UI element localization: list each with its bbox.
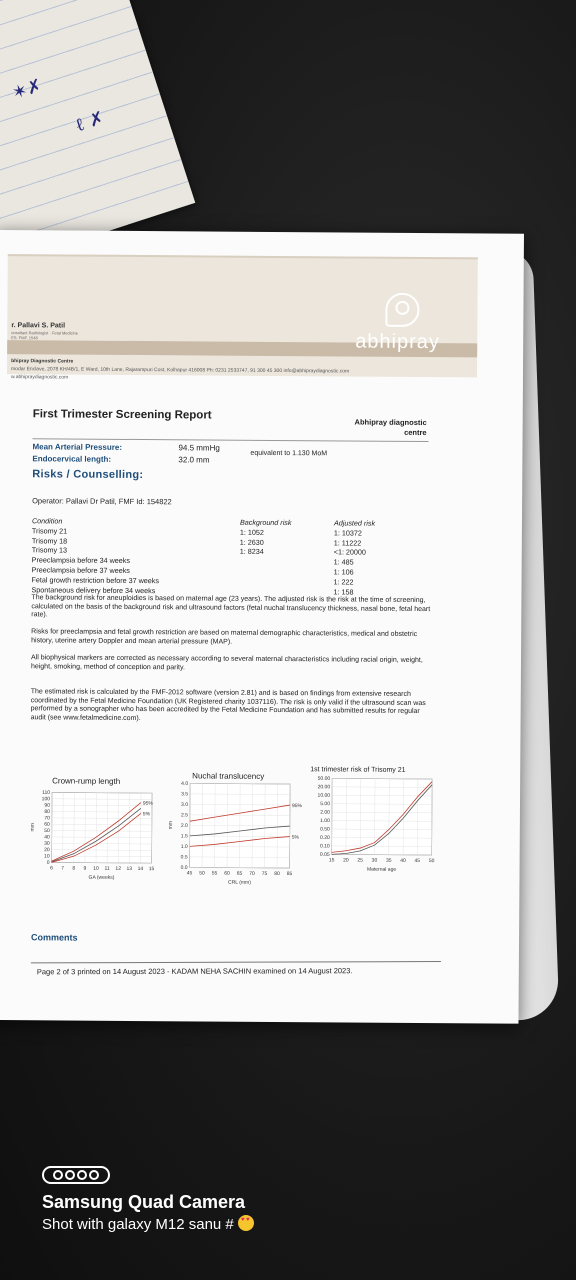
comments-heading: Comments xyxy=(31,932,78,943)
centre-address: modar Enclave, 2078 KH/4B/1, E Ward, 10th Lane, Rajarampuri Cost, Kolhapur 416008 Ph: 0231 2533747, 91 300 45 300 info@abhipraydiagnostic.com xyxy=(11,366,350,375)
chart-plot xyxy=(167,771,303,902)
x-axis-label: CRL (mm) xyxy=(227,879,251,886)
y-tick-label: 0.20 xyxy=(320,834,330,841)
risk-background: 1: 8234 xyxy=(239,547,264,557)
series-label: 95% xyxy=(291,803,303,810)
doctor-qualification: onsultant Radiologist · Fetal Medicine xyxy=(11,330,79,336)
series-label: 5% xyxy=(291,834,300,841)
y-tick-label: 90 xyxy=(44,802,51,809)
risk-background: 1: 2630 xyxy=(239,537,264,547)
chart-plot xyxy=(29,776,160,907)
x-tick-label: 6 xyxy=(50,865,53,872)
x-tick-label: 60 xyxy=(224,870,230,877)
y-tick-label: 5.00 xyxy=(320,801,331,808)
report-page xyxy=(0,230,524,1024)
doctor-name: r. Pallavi S. Patil xyxy=(11,322,66,330)
y-tick-label: 100 xyxy=(41,796,51,803)
risk-adjusted: 1: 485 xyxy=(333,557,354,567)
x-tick-label: 35 xyxy=(385,857,392,864)
heart-eyes-emoji-icon xyxy=(238,1215,254,1231)
x-tick-label: 55 xyxy=(211,870,218,877)
header-background: Background risk xyxy=(239,517,292,528)
risk-condition: Trisomy 21 xyxy=(31,526,68,536)
x-tick-label: 11 xyxy=(104,865,110,872)
x-tick-label: 85 xyxy=(286,871,293,878)
abhipray-logo-icon xyxy=(385,293,419,327)
x-tick-label: 8 xyxy=(72,865,76,872)
report-title: First Trimester Screening Report xyxy=(32,408,212,422)
header-condition: Condition xyxy=(31,516,63,526)
cervical-length-value: 32.0 mm xyxy=(178,455,210,465)
risk-table xyxy=(31,516,432,597)
chart-title: Nuchal translucency xyxy=(192,771,265,781)
centre-name: bhipray Diagnostic Centre xyxy=(11,358,74,365)
camera-lens-icon xyxy=(89,1170,99,1180)
y-tick-label: 70 xyxy=(44,815,50,822)
x-tick-label: 7 xyxy=(61,865,65,872)
doctor-subtitle xyxy=(11,330,131,341)
chart-title: Crown-rump length xyxy=(52,776,121,786)
x-tick-label: 80 xyxy=(274,870,280,878)
watermark-subtitle-text: Shot with galaxy M12 sanu # xyxy=(42,1216,234,1233)
background-risk-paragraph: The background risk for aneuploidies is based on maternal age (23 years). The adjusted risk is the risk at the time of screening, calculated on the basis of the background risk and ultrasound factors (fetal nuchal translucency thickness, nasal bone, fetal heart rate). xyxy=(31,594,431,619)
camera-lens-icon xyxy=(65,1170,75,1180)
doctor-registration: ES. FMF. 1548 xyxy=(11,335,38,341)
y-tick-label: 4.0 xyxy=(181,780,189,787)
risk-condition: Preeclampsia before 37 weeks xyxy=(31,565,130,575)
risk-adjusted: 1: 10372 xyxy=(333,528,362,538)
x-tick-label: 45 xyxy=(186,870,193,877)
y-tick-label: 3.5 xyxy=(181,791,189,798)
x-tick-label: 14 xyxy=(137,866,144,873)
y-tick-label: 0.0 xyxy=(180,864,188,871)
camera-lens-icon xyxy=(53,1170,63,1180)
y-tick-label: 80 xyxy=(44,808,50,815)
x-tick-label: 9 xyxy=(83,865,87,872)
risk-condition: Fetal growth restriction before 37 weeks xyxy=(31,575,160,585)
map-label: Mean Arterial Pressure: xyxy=(32,442,123,452)
risk-adjusted: <1: 20000 xyxy=(333,547,366,557)
software-paragraph: The estimated risk is calculated by the FMF-2012 software (version 2.81) and is based on findings from extensive research coordinated by the Fetal Medicine Foundation (UK Registered charity 1037116). The risk is only valid if the ultrasound scan was performed by a sonographer who has been accredited by the Fetal Medicine Foundation and has submitted results for regular audit (see www.fetalmedicine.com). xyxy=(30,688,426,722)
series-label: 5% xyxy=(142,811,151,818)
x-tick-label: 50 xyxy=(199,870,205,877)
camera-lens-icon xyxy=(77,1170,87,1180)
plot-area xyxy=(52,792,152,863)
x-tick-label: 25 xyxy=(357,857,363,864)
y-tick-label: 20.00 xyxy=(317,784,331,791)
provider-name: Abhipray diagnostic centre xyxy=(354,417,427,438)
x-tick-label: 10 xyxy=(93,865,99,872)
y-tick-label: 60 xyxy=(44,821,50,828)
y-tick-label: 0.50 xyxy=(320,826,330,833)
x-tick-label: 15 xyxy=(328,857,335,864)
y-tick-label: 50.00 xyxy=(317,775,331,782)
x-tick-label: 13 xyxy=(126,865,133,872)
risk-adjusted: 1: 158 xyxy=(333,586,354,597)
y-tick-label: 40 xyxy=(44,834,50,841)
handwriting-scribble: ℓ ✗ xyxy=(72,107,108,137)
y-tick-label: 20 xyxy=(44,847,50,854)
x-tick-label: 40 xyxy=(400,857,406,864)
footer-divider xyxy=(31,961,441,963)
camera-watermark xyxy=(42,1166,442,1233)
x-tick-label: 45 xyxy=(414,857,421,864)
y-tick-label: 2.0 xyxy=(180,822,188,829)
y-tick-label: 2.5 xyxy=(180,812,188,819)
risk-adjusted: 1: 11222 xyxy=(333,537,362,548)
quad-camera-icon xyxy=(42,1166,110,1184)
logo-text: abhipray xyxy=(355,330,441,354)
watermark-title: Samsung Quad Camera xyxy=(42,1192,246,1212)
x-axis-label: GA (weeks) xyxy=(88,874,115,881)
risk-condition: Spontaneous delivery before 34 weeks xyxy=(31,584,156,595)
operator-info: Operator: Pallavi Dr Patil, FMF Id: 154822 xyxy=(32,496,172,507)
x-tick-label: 75 xyxy=(261,870,268,877)
risk-background: 1: 1052 xyxy=(239,527,264,537)
report-footer: Page 2 of 3 printed on 14 August 2023 - KADAM NEHA SACHIN examined on 14 August 2023. xyxy=(36,966,353,977)
centre-website: w.abhipraydiagnostic.com xyxy=(10,374,69,381)
y-tick-label: 3.0 xyxy=(181,801,189,808)
header-adjusted: Adjusted risk xyxy=(333,518,376,528)
title-divider xyxy=(33,438,429,442)
chart-title: 1st trimester risk of Trisomy 21 xyxy=(310,766,406,774)
risk-adjusted: 1: 222 xyxy=(333,577,354,587)
y-tick-label: 30 xyxy=(44,840,50,847)
preeclampsia-paragraph: Risks for preeclampsia and fetal growth restriction are based on maternal demographic characteristics, medical and obstetric history, uterine artery Doppler and mean arterial pressure (MAP). xyxy=(31,628,418,646)
x-tick-label: 20 xyxy=(343,857,349,864)
y-tick-label: 1.5 xyxy=(180,833,188,840)
cervical-length-label: Endocervical length: xyxy=(32,454,112,464)
y-axis-label: mm xyxy=(29,823,36,832)
handwriting-scribble: ✶✗ xyxy=(9,74,45,105)
y-tick-label: 1.00 xyxy=(320,818,330,825)
y-tick-label: 2.00 xyxy=(320,809,330,816)
section-title: Risks / Counselling: xyxy=(32,468,144,482)
map-value: 94.5 mmHg xyxy=(178,443,220,453)
y-tick-label: 10 xyxy=(44,853,50,860)
x-tick-label: 70 xyxy=(249,870,255,877)
x-tick-label: 15 xyxy=(148,866,155,873)
x-tick-label: 30 xyxy=(371,857,378,864)
y-axis-label: mm xyxy=(167,821,174,830)
biophysical-paragraph: All biophysical markers are corrected as necessary according to several maternal characteristics including racial origin, weight, height, smoking, method of conception and parity. xyxy=(30,654,423,671)
y-tick-label: 10.00 xyxy=(317,792,331,799)
y-tick-label: 50 xyxy=(44,828,50,835)
x-tick-label: 65 xyxy=(236,870,243,877)
y-tick-label: 0.10 xyxy=(319,843,330,850)
x-tick-label: 12 xyxy=(115,865,122,872)
chart-plot xyxy=(309,766,440,897)
nuchal-translucency-chart xyxy=(167,771,303,902)
map-equivalent: equivalent to 1.130 MoM xyxy=(250,449,328,458)
risk-adjusted: 1: 106 xyxy=(333,567,354,577)
y-tick-label: 0.05 xyxy=(319,851,330,858)
trisomy21-risk-chart xyxy=(309,766,440,897)
y-tick-label: 1.0 xyxy=(180,843,188,850)
x-axis-label: Maternal age xyxy=(366,866,397,873)
y-tick-label: 110 xyxy=(42,789,51,796)
y-tick-label: 0 xyxy=(46,859,50,866)
risk-condition: Trisomy 18 xyxy=(31,535,68,546)
x-tick-label: 50 xyxy=(428,858,435,865)
risk-condition: Preeclampsia before 34 weeks xyxy=(31,555,131,566)
risk-condition: Trisomy 13 xyxy=(31,545,68,555)
y-tick-label: 0.5 xyxy=(180,854,188,861)
watermark-subtitle xyxy=(42,1215,442,1233)
series-label: 95% xyxy=(142,800,153,807)
plot-area xyxy=(332,778,433,855)
crown-rump-length-chart xyxy=(29,776,170,907)
